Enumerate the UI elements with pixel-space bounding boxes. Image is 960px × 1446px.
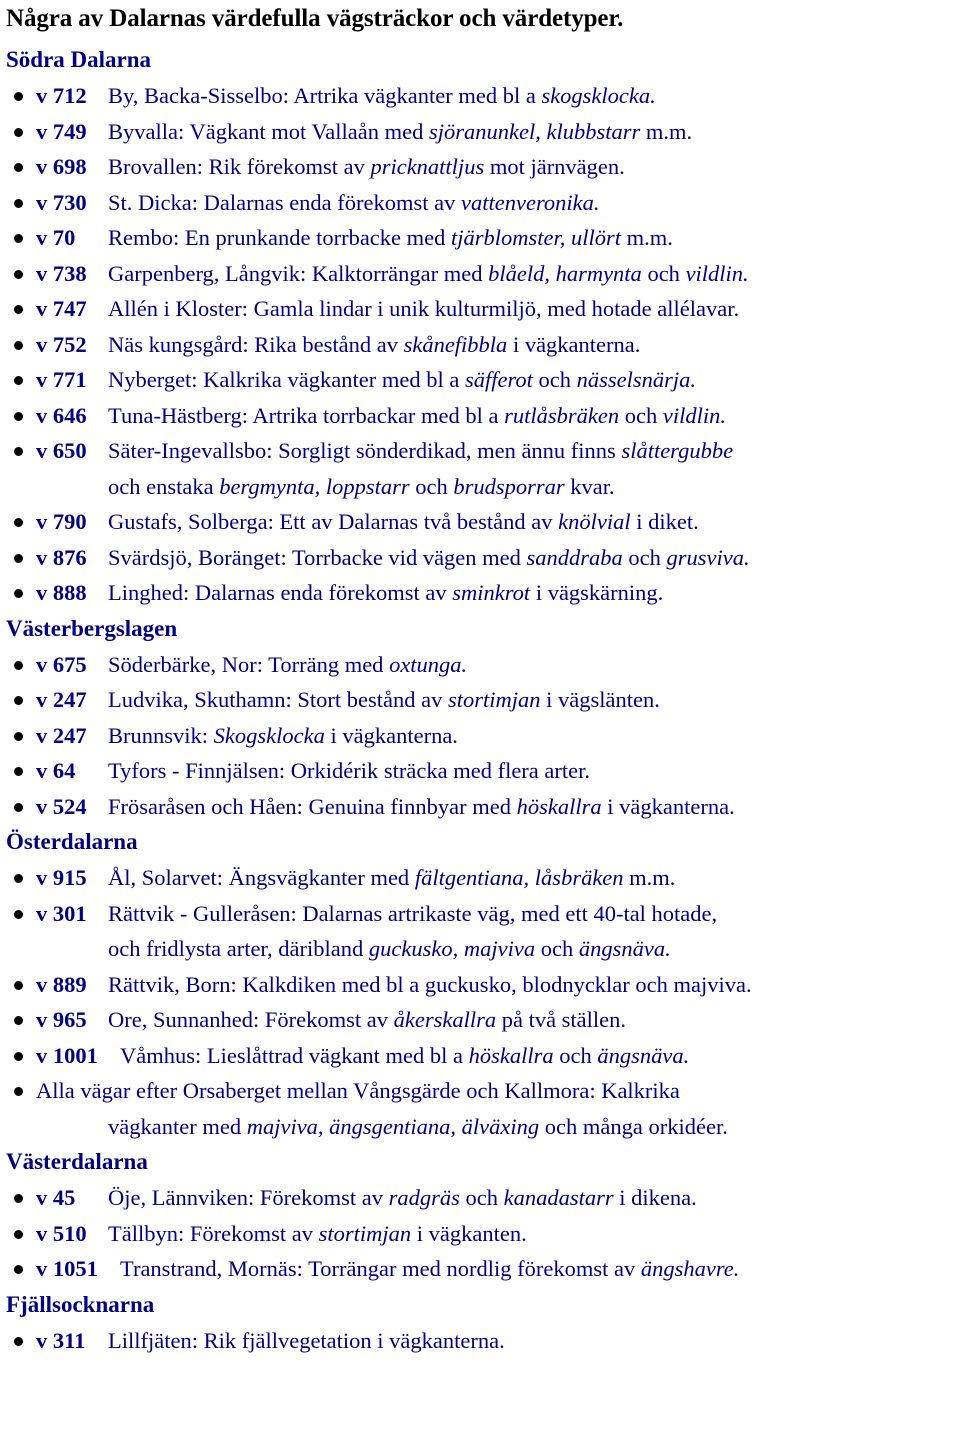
item-text: Frösaråsen och Håen: Genuina finnbyar med höskallra i vägkanterna. [108, 793, 735, 819]
list-item [6, 860, 960, 896]
bullet-icon [14, 1265, 23, 1274]
item-list [6, 1180, 960, 1287]
list-item [6, 540, 960, 576]
road-number: v 301 [36, 900, 87, 926]
bullet-icon [14, 412, 23, 421]
list-item [6, 114, 960, 150]
item-text: St. Dicka: Dalarnas enda förekomst av vattenveronika. [108, 189, 600, 215]
list-item [6, 1002, 960, 1038]
road-number: v 524 [36, 793, 87, 819]
list-item [6, 504, 960, 540]
bullet-icon [14, 163, 23, 172]
item-list [6, 1323, 960, 1359]
list-item [6, 433, 960, 504]
road-number: v 70 [36, 225, 76, 250]
bullet-icon [14, 981, 23, 990]
road-number: v 698 [36, 154, 87, 179]
bullet-icon [14, 1230, 23, 1239]
item-text-continuation: och enstaka bergmynta, loppstarr och brudsporrar kvar. [108, 473, 615, 499]
item-text: Ål, Solarvet: Ängsvägkanter med fältgentiana, låsbräken m.m. [108, 865, 676, 890]
road-number: v 749 [36, 118, 87, 144]
section-title: Fjällsocknarna [6, 1291, 155, 1317]
section [6, 1144, 960, 1287]
bullet-icon [14, 910, 23, 919]
item-text: Tällbyn: Förekomst av stortimjan i vägkanten. [108, 1220, 527, 1246]
bullet-icon [14, 1087, 23, 1096]
item-text: Linghed: Dalarnas enda förekomst av sminkrot i vägskärning. [108, 580, 664, 605]
item-text: Gustafs, Solberga: Ett av Dalarnas två bestånd av knölvial i diket. [108, 509, 699, 534]
road-number: v 915 [36, 865, 87, 890]
road-number: v 747 [36, 296, 87, 321]
list-item [6, 896, 960, 967]
item-text: Våmhus: Lieslåttrad vägkant med bl a höskallra och ängsnäva. [120, 1042, 690, 1068]
item-text: Garpenberg, Långvik: Kalktorrängar med blåeld, harmynta och vildlin. [108, 260, 749, 286]
road-number: v 1001 [36, 1042, 98, 1068]
list-item [6, 362, 960, 398]
section [6, 1287, 960, 1359]
list-item [6, 647, 960, 683]
road-number: v 730 [36, 189, 87, 215]
list-item [6, 220, 960, 256]
bullet-icon [14, 270, 23, 279]
bullet-icon [14, 874, 23, 883]
item-text: Transtrand, Mornäs: Torrängar med nordlig förekomst av ängshavre. [120, 1256, 740, 1281]
item-text: Brovallen: Rik förekomst av pricknattljus mot järnvägen. [108, 154, 625, 179]
road-number: v 247 [36, 722, 87, 748]
road-number: v 510 [36, 1220, 87, 1246]
item-text: Näs kungsgård: Rika bestånd av skånefibbla i vägkanterna. [108, 331, 641, 357]
item-text: Säter-Ingevallsbo: Sorgligt sönderdikad, men ännu finns slåttergubbe [108, 438, 734, 463]
item-text-continuation: och fridlysta arter, däribland guckusko, majviva och ängsnäva. [108, 936, 671, 961]
item-text: Svärdsjö, Boränget: Torrbacke vid vägen med sanddraba och grusviva. [108, 544, 750, 570]
road-number: v 650 [36, 438, 87, 463]
list-item [6, 78, 960, 114]
item-text: Alla vägar efter Orsaberget mellan Vångsgärde och Kallmora: Kalkrika [36, 1078, 680, 1103]
list-item [6, 575, 960, 611]
list-item [6, 1251, 960, 1287]
bullet-icon [14, 803, 23, 812]
road-number: v 888 [36, 580, 87, 605]
road-number: v 311 [36, 1327, 86, 1353]
road-number: v 876 [36, 544, 87, 570]
item-text: Söderbärke, Nor: Torräng med oxtunga. [108, 651, 468, 677]
road-number: v 45 [36, 1185, 76, 1210]
road-number: v 738 [36, 260, 87, 286]
bullet-icon [14, 376, 23, 385]
list-item [6, 149, 960, 185]
bullet-icon [14, 518, 23, 527]
item-text: Byvalla: Vägkant mot Vallaån med sjöranunkel, klubbstarr m.m. [108, 118, 693, 144]
list-item [6, 1180, 960, 1216]
road-number: v 675 [36, 651, 87, 677]
item-text-continuation: vägkanter med majviva, ängsgentiana, älväxing och många orkidéer. [108, 1113, 728, 1139]
item-text: Lillfjäten: Rik fjällvegetation i vägkanterna. [108, 1327, 505, 1353]
list-item [6, 718, 960, 754]
item-text: Tuna-Hästberg: Artrika torrbackar med bl a rutlåsbräken och vildlin. [108, 402, 727, 428]
list-item [6, 291, 960, 327]
road-number: v 646 [36, 402, 87, 428]
section [6, 611, 960, 825]
bullet-icon [14, 92, 23, 101]
item-list [6, 647, 960, 825]
bullet-icon [14, 341, 23, 350]
item-text: Rembo: En prunkande torrbacke med tjärblomster, ullört m.m. [108, 225, 673, 250]
road-number: v 712 [36, 83, 87, 108]
item-text: Tyfors - Finnjälsen: Orkidérik sträcka med flera arter. [108, 758, 591, 783]
item-text: Brunnsvik: Skogsklocka i vägkanterna. [108, 722, 458, 748]
section-title: Västerdalarna [6, 1149, 148, 1174]
bullet-icon [14, 199, 23, 208]
list-item [6, 753, 960, 789]
list-item [6, 1323, 960, 1359]
section [6, 824, 960, 1144]
road-number: v 771 [36, 367, 87, 392]
road-number: v 889 [36, 971, 87, 997]
list-item [6, 967, 960, 1003]
bullet-icon [14, 1337, 23, 1346]
section [6, 42, 960, 611]
section-title: Södra Dalarna [6, 47, 152, 72]
list-item [6, 327, 960, 363]
sections-container [6, 42, 960, 1358]
item-text: Rättvik, Born: Kalkdiken med bl a guckusko, blodnycklar och majviva. [108, 971, 752, 997]
road-number: v 752 [36, 331, 87, 357]
section-title: Österdalarna [6, 829, 138, 854]
list-item [6, 398, 960, 434]
item-text: Ludvika, Skuthamn: Stort bestånd av stortimjan i vägslänten. [108, 687, 660, 712]
item-text: Nyberget: Kalkrika vägkanter med bl a säfferot och nässelsnärja. [108, 367, 697, 392]
bullet-icon [14, 234, 23, 243]
section-title: Västerbergslagen [6, 615, 178, 641]
bullet-icon [14, 767, 23, 776]
road-number: v 965 [36, 1007, 87, 1032]
item-text: Öje, Lännviken: Förekomst av radgräs och kanadastarr i dikena. [108, 1185, 697, 1210]
bullet-icon [14, 128, 23, 137]
road-number: v 1051 [36, 1256, 98, 1281]
list-item [6, 789, 960, 825]
bullet-icon [14, 1016, 23, 1025]
bullet-icon [14, 661, 23, 670]
item-text: Allén i Kloster: Gamla lindar i unik kulturmiljö, med hotade allélavar. [108, 296, 740, 321]
bullet-icon [14, 1052, 23, 1061]
bullet-icon [14, 554, 23, 563]
bullet-icon [14, 589, 23, 598]
bullet-icon [14, 696, 23, 705]
list-item [6, 256, 960, 292]
road-number: v 64 [36, 758, 76, 783]
page-title: Några av Dalarnas värdefulla vägsträckor och värdetyper. [6, 5, 624, 32]
bullet-icon [14, 305, 23, 314]
bullet-icon [14, 732, 23, 741]
item-text: By, Backa-Sisselbo: Artrika vägkanter med bl a skogsklocka. [108, 83, 656, 108]
list-item [6, 1216, 960, 1252]
list-item [6, 1038, 960, 1074]
road-number: v 247 [36, 687, 87, 712]
list-item [6, 682, 960, 718]
item-text: Ore, Sunnanhed: Förekomst av åkerskallra på två ställen. [108, 1007, 627, 1032]
item-list [6, 78, 960, 611]
bullet-icon [14, 447, 23, 456]
list-item [6, 1073, 960, 1144]
item-list [6, 860, 960, 1144]
road-number: v 790 [36, 509, 87, 534]
list-item [6, 185, 960, 221]
bullet-icon [14, 1194, 23, 1203]
item-text: Rättvik - Gulleråsen: Dalarnas artrikaste väg, med ett 40-tal hotade, [108, 900, 718, 926]
